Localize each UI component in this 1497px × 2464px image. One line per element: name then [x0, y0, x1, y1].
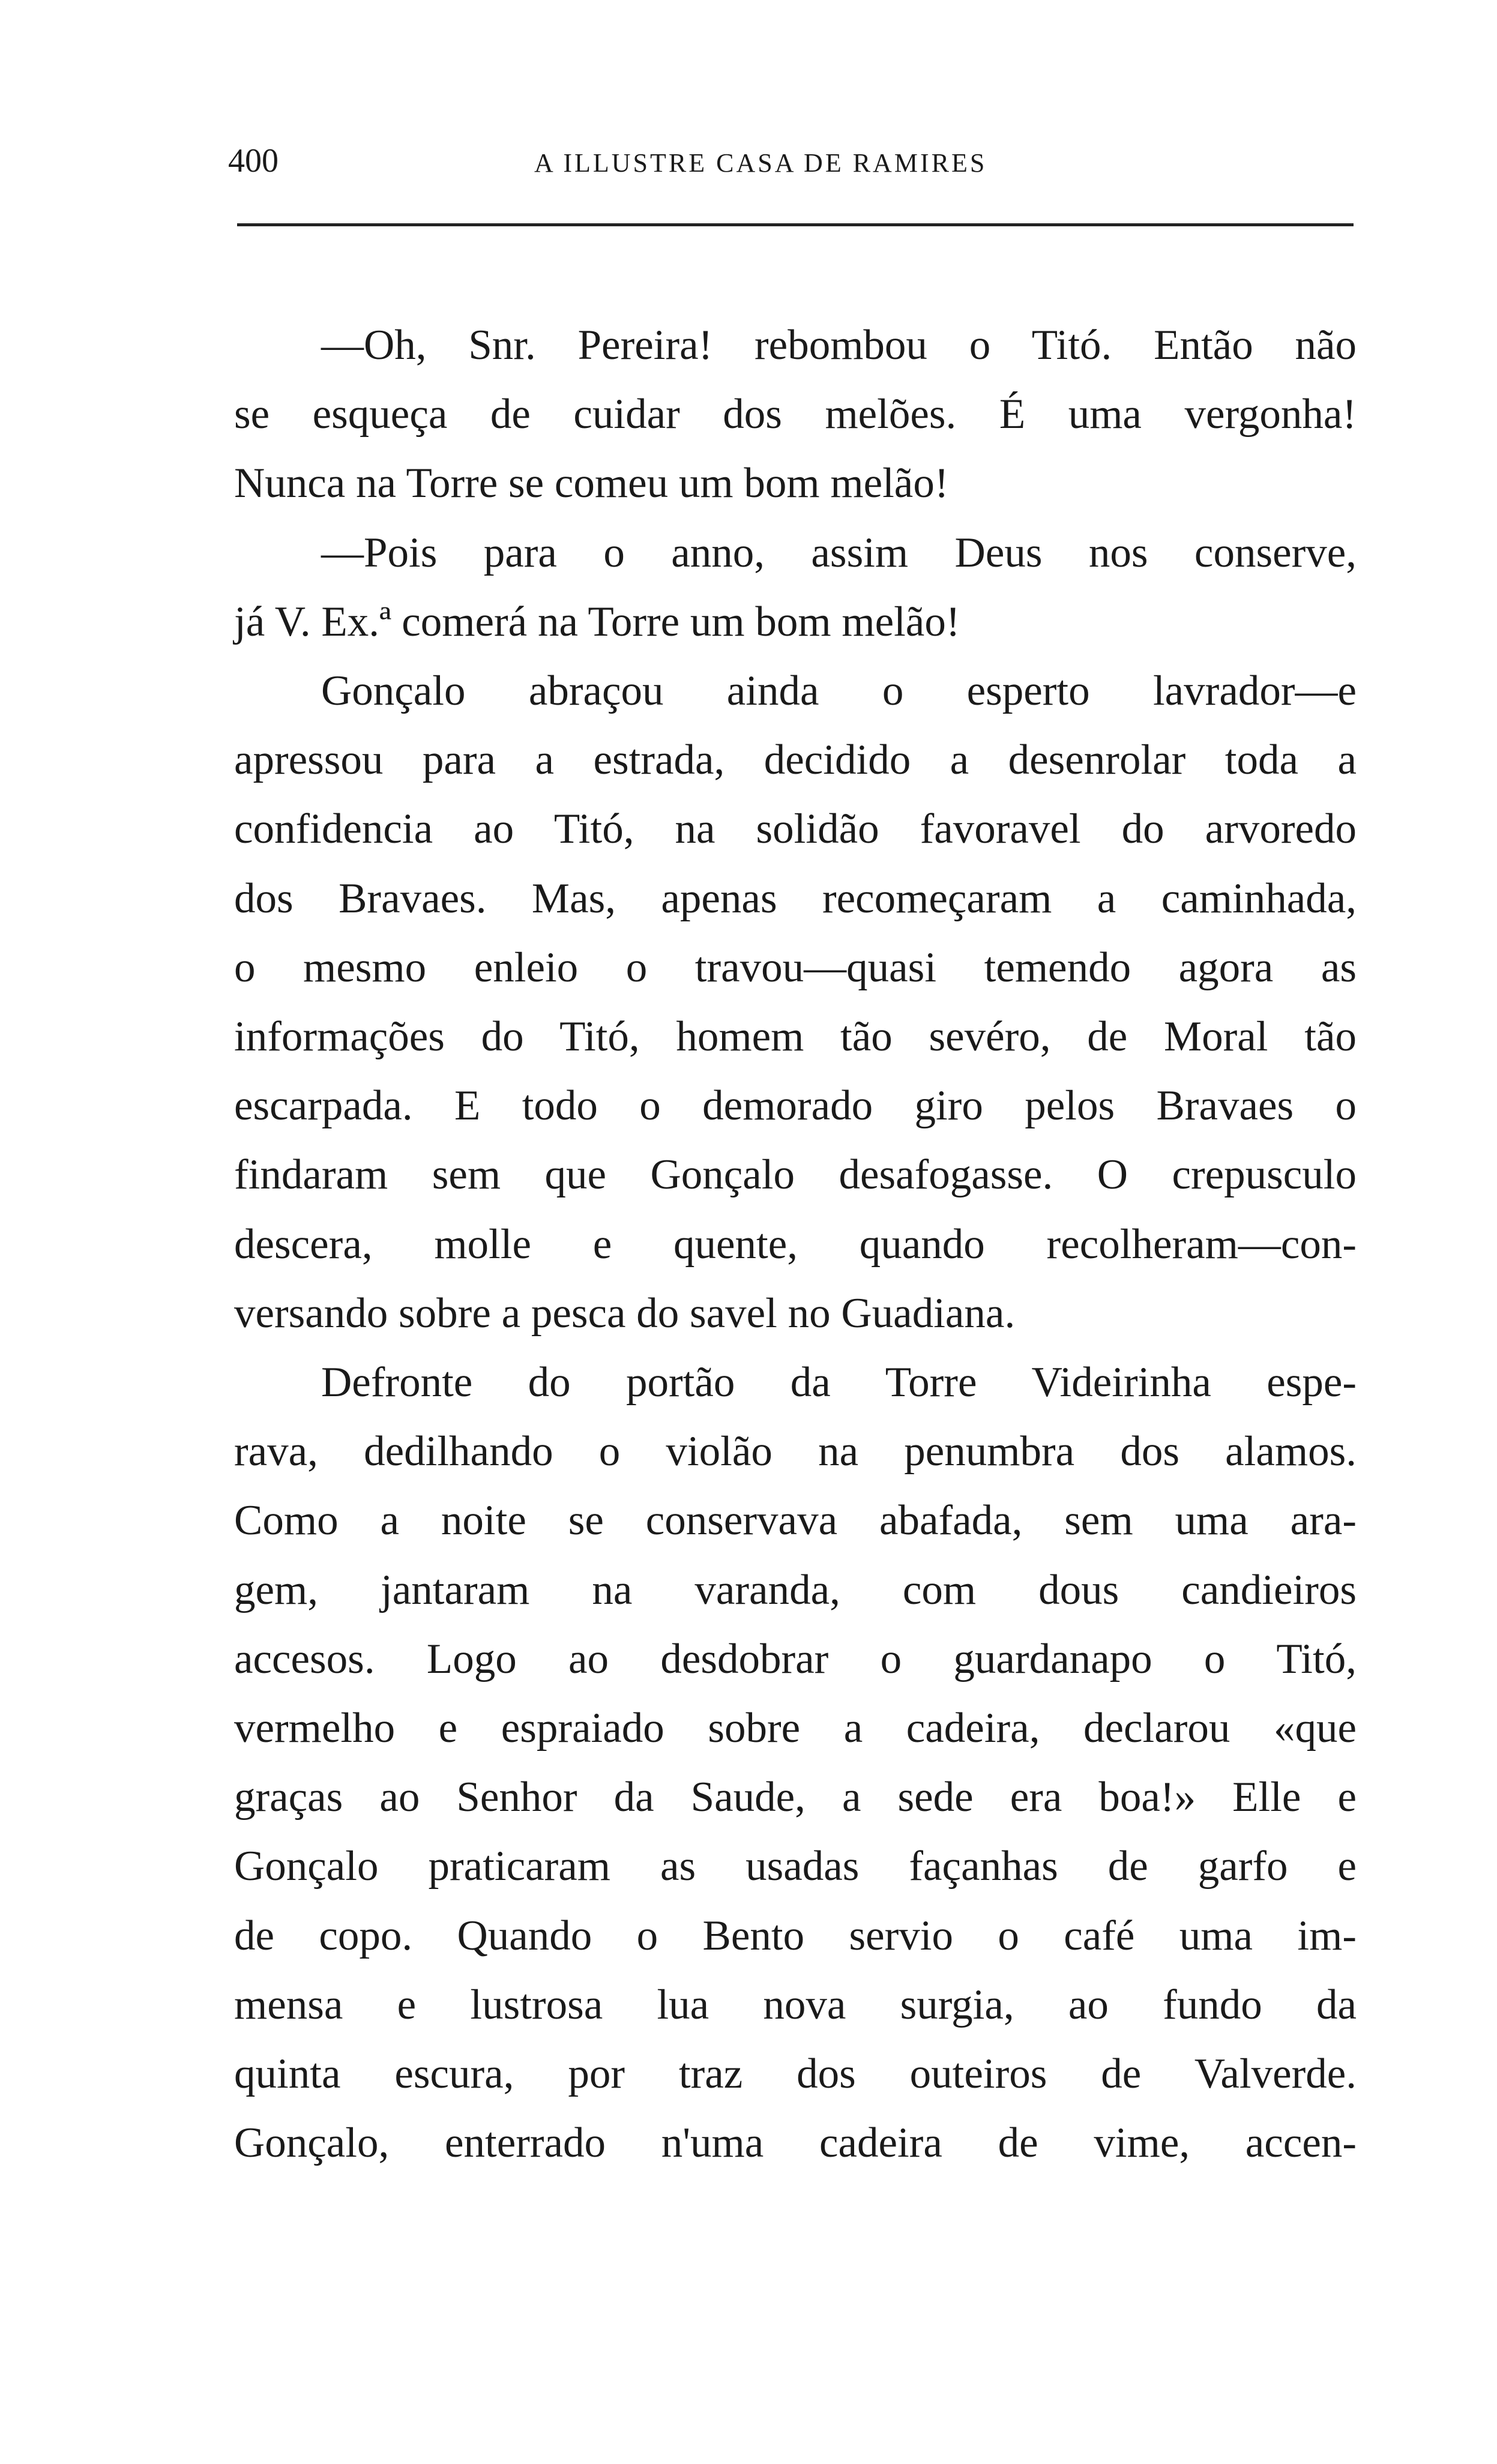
text-line: escarpada. E todo o demorado giro pelos Bravaes o: [234, 1082, 1357, 1130]
text-line: Gonçalo praticaram as usadas façanhas de garfo e: [234, 1843, 1357, 1890]
text-line: mensa e lustrosa lua nova surgia, ao fundo da: [234, 1981, 1357, 2028]
text-line: —Pois para o anno, assim Deus nos conserve,: [321, 529, 1357, 576]
text-line: Como a noite se conservava abafada, sem uma ara-: [234, 1497, 1357, 1544]
page-number: 400: [228, 142, 279, 179]
paragraph: [234, 657, 1357, 1348]
text-line: apressou para a estrada, decidido a desenrolar toda a: [234, 736, 1357, 784]
header-rule: [237, 223, 1354, 226]
text-line: accesos. Logo ao desdobrar o guardanapo o Titó,: [234, 1635, 1357, 1682]
text-line: quinta escura, por traz dos outeiros de Valverde.: [234, 2050, 1357, 2098]
paragraph: [234, 1348, 1357, 2178]
running-title: A ILLUSTRE CASA DE RAMIRES: [534, 148, 987, 178]
text-line: versando sobre a pesca do savel no Guadiana.: [234, 1289, 1016, 1337]
text-line: Gonçalo, enterrado n'uma cadeira de vime, accen-: [234, 2119, 1357, 2167]
text-line: de copo. Quando o Bento servio o café uma im-: [234, 1912, 1357, 1959]
text-line: rava, dedilhando o violão na penumbra dos alamos.: [234, 1428, 1357, 1475]
paragraph: [234, 519, 1357, 657]
text-line: Gonçalo abraçou ainda o esperto lavrador—e: [321, 667, 1357, 715]
text-line: o mesmo enleio o travou—quasi temendo agora as: [234, 944, 1357, 991]
paragraph: [234, 311, 1357, 519]
text-line: Defronte do portão da Torre Videirinha espe-: [321, 1359, 1357, 1406]
running-head: [228, 137, 1357, 185]
text-line: vermelho e espraiado sobre a cadeira, declarou «que: [234, 1705, 1357, 1752]
text-line: descera, molle e quente, quando recolheram—con-: [234, 1220, 1357, 1268]
text-line: se esqueça de cuidar dos melões. É uma vergonha!: [234, 391, 1357, 438]
text-line: findaram sem que Gonçalo desafogasse. O crepusculo: [234, 1151, 1357, 1199]
text-line: confidencia ao Titó, na solidão favoravel do arvoredo: [234, 806, 1357, 853]
text-line: informações do Titó, homem tão sevéro, de Moral tão: [234, 1013, 1357, 1061]
text-line: graças ao Senhor da Saude, a sede era boa!» Elle e: [234, 1774, 1357, 1821]
body-text: [234, 311, 1357, 2178]
text-line: dos Bravaes. Mas, apenas recomeçaram a caminhada,: [234, 875, 1357, 922]
text-line: Nunca na Torre se comeu um bom melão!: [234, 460, 949, 507]
text-line: —Oh, Snr. Pereira! rebombou o Titó. Então não: [321, 322, 1357, 369]
text-line: gem, jantaram na varanda, com dous candieiros: [234, 1566, 1357, 1613]
text-line: já V. Ex.ª comerá na Torre um bom melão!: [234, 598, 960, 645]
